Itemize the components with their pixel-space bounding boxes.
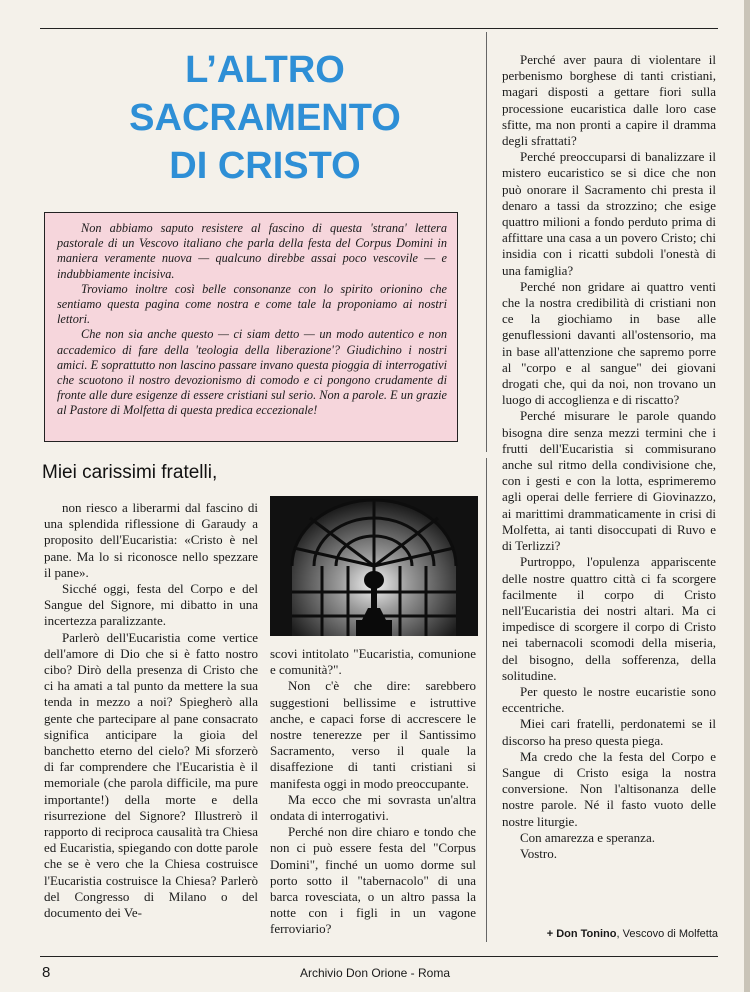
- archive-footer: Archivio Don Orione - Roma: [299, 966, 451, 980]
- author-signature: [502, 928, 718, 940]
- text-column-1: [44, 500, 258, 921]
- column-divider-bottom: [486, 458, 487, 942]
- body-paragraph: Perché preoccuparsi di banalizzare il mistero eucaristico se si dice che non può onorare il Sacramento chi presta il denaro a tassi da strozzino; che esige quattro milioni a fondo perduto prima di affittare una casa a un povero Cristo; chi insidia con i ricatti subdoli l'onestà di una famiglia?: [502, 149, 716, 278]
- text-column-3: [502, 52, 716, 862]
- intro-paragraph: Che non sia anche questo — ci siam detto — un modo autentico e non accademico di fare della 'teologia della liberazione'? Giudichino i nostri amici. E soprattutto non lascino passare invano questa pioggia di interrogativi che scuotono il nostro devozionismo di comodo e ci pongono crudamente di fronte alle dure esigenze di essere cristiani sul serio. Non a parole. E un grazie al Pastore di Molfetta di questa predica eccezionale!: [57, 327, 447, 418]
- body-paragraph: Per questo le nostre eucaristie sono eccentriche.: [502, 683, 716, 716]
- body-paragraph: Miei cari fratelli, perdonatemi se il discorso ha preso questa piega.: [502, 716, 716, 748]
- signature-name: Don Tonino: [556, 928, 617, 940]
- intro-paragraph: Troviamo inoltre così belle consonanze con lo spirito orionino che sentiamo questa pagina come nostra e come tale la proponiamo ai nostri lettori.: [57, 281, 447, 327]
- body-paragraph: scovi intitolato "Eucaristia, comunione e comunità?".: [270, 646, 476, 678]
- body-paragraph: Perché non dire chiaro e tondo che non ci può essere festa del "Corpus Domini", finché un uomo dorme sul porto sotto il "tabernacolo" di una barca rovesciata, o un altro passa la notte con i figli in un vagone ferroviario?: [270, 824, 476, 937]
- column-divider-top: [486, 32, 487, 452]
- intro-paragraph: Non abbiamo saputo resistere al fascino di questa 'strana' lettera pastorale di un Vescovo italiano che parla della festa del Corpus Domini in maniera veramente nuova — qualcuno direbbe assai poco vescovile — e indubbiamente incisiva.: [57, 221, 447, 281]
- bottom-rule: [40, 956, 718, 957]
- body-paragraph: Perché non gridare ai quattro venti che la nostra credibilità di cristiani non ce la giochiamo in base alle genuflessioni davanti all'ostensorio, ma in base all'attenzione che sapremo porre al "corpo e al sangue" dei giovani drogati che, qui da noi, non trovano un luogo di accoglienza e di riscatto?: [502, 278, 716, 408]
- title-line: SACRAMENTO: [129, 97, 401, 139]
- body-paragraph: Purtroppo, l'opulenza appariscente delle nostre quattro città ci fa scorgere facilmente il corpo di Cristo nell'Eucaristia dei nostri altari. Ma ci impedisce di scorgere il corpo di Cristo nei tabernacoli scomodi della miseria, del bisogno, della sofferenza, della solitudine.: [502, 554, 716, 683]
- text-column-2: [270, 646, 476, 938]
- body-paragraph: Vostro.: [520, 845, 557, 861]
- page-number: 8: [42, 964, 51, 981]
- body-paragraph: Non c'è che dire: sarebbero suggestioni bellissime e istruttive anche, e capaci forse di accrescere le nostre tenerezze per il Santissimo Sacramento, verso il quale la disaffezione di tanti cristiani si manifesta oggi in modo preoccupante.: [270, 678, 476, 791]
- letter-salutation: Miei carissimi fratelli,: [42, 462, 218, 483]
- page-edge: [744, 0, 750, 992]
- body-paragraph: Ma credo che la festa del Corpo e Sangue di Cristo esiga la nostra conversione. Non l'altisonanza delle nostre parole. Né il fasto vuoto delle nostre liturgie.: [502, 748, 716, 829]
- body-paragraph: Con amarezza e speranza.: [520, 829, 655, 845]
- title-line: L’ALTRO: [185, 49, 345, 91]
- body-paragraph: Sicché oggi, festa del Corpo e del Sangue del Signore, mi dibatto in una incertezza paralizzante.: [44, 581, 258, 629]
- body-paragraph: Perché misurare le parole quando bisogna dire senza mezzi termini che i frutti dell'Eucaristia si commisurano anche sul ritmo della condivisione che, con i gesti e con la lotta, esprimeremo agli operai delle ferriere di Giovinazzo, ai marittimi drammaticamente in crisi di Molfetta, ai tanti disoccupati di Ruvo e di Terlizzi?: [502, 408, 716, 554]
- article-title: [60, 46, 470, 190]
- signature-role: , Vescovo di Molfetta: [616, 928, 718, 940]
- signature-cross: +: [546, 928, 557, 940]
- body-paragraph: Ma ecco che mi sovrasta un'altra ondata di interrogativi.: [270, 791, 476, 824]
- body-paragraph: Parlerò dell'Eucaristia come vertice dell'amore di Dio che si è fatto nostro cibo? Dirò della presenza di Cristo che ci ha amati a tal punto da mettere la sua tenda in mezzo a noi? Spiegherò alla gente che partecipare al pane consacrato significa anticipare la gioia del banchetto eterno del cielo? Mi sforzerò di far comprendere che l'Eucaristia è il memoriale (che parola difficile, ma pure importante!) della morte e della risurrezione del Signore? Illustrerò il rapporto di reciproca causalità tra Chiesa ed Eucaristia, spiegando con dotte parole che se è vero che la Chiesa costruisce l'Eucaristia costruisce la Chiesa? Parlerò del Congresso di Milano o del documento dei Ve-: [44, 629, 258, 921]
- title-line: DI CRISTO: [169, 145, 361, 187]
- church-window-photo: [270, 496, 478, 636]
- body-paragraph: non riesco a liberarmi dal fascino di una splendida riflessione di Garaudy a proposito dell'Eucaristia: «Cristo è nel pane. Ma lo si riconosce nello spezzare il pane».: [44, 500, 258, 580]
- body-paragraph: Perché aver paura di violentare il perbenismo borghese di tanti cristiani, magari disposti a gettare fiori sulla processione eucaristica dalle loro case sfitte, ma non pronti a capire il dramma degli sfrattati?: [502, 52, 716, 149]
- top-rule: [40, 28, 718, 29]
- editorial-intro-box: [44, 212, 458, 442]
